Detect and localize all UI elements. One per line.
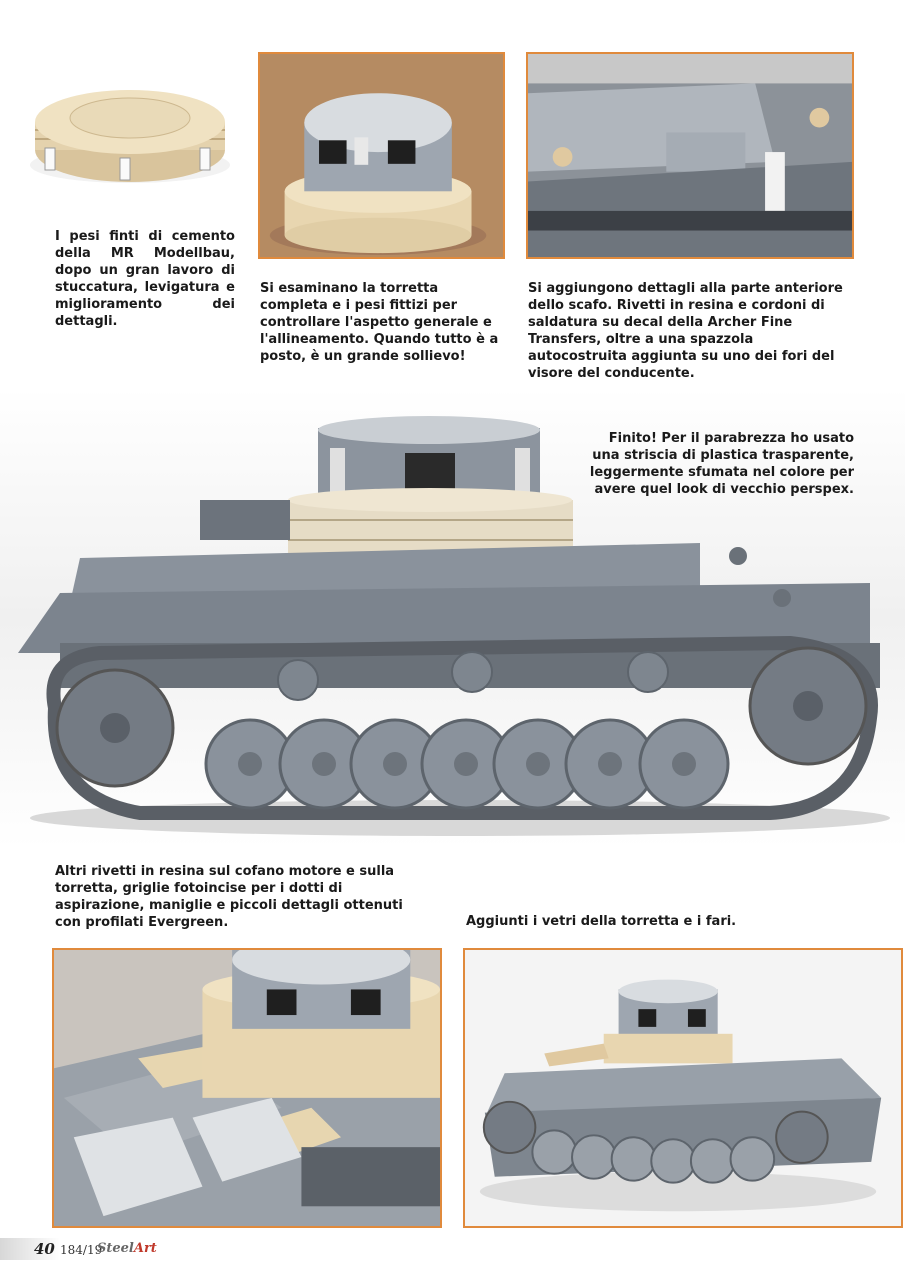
photo-turret-check bbox=[258, 52, 505, 259]
caption-hull-front: Si aggiungono dettagli alla parte anteriore dello scafo. Rivetti in resina e cordoni di saldatura su decal della Archer Fine Transfers, oltre a una spazzola autocostruita aggiunta su uno dei fori del visore del conducente. bbox=[528, 281, 843, 381]
photo-hull-front bbox=[526, 52, 854, 259]
photo-tank-angle bbox=[463, 948, 903, 1228]
logo-steel: Steel bbox=[97, 1241, 134, 1256]
page-number: 40 bbox=[34, 1240, 55, 1258]
caption-finished: Finito! Per il parabrezza ho usato una striscia di plastica trasparente, leggermente sfumata nel colore per avere quel look di vecchio perspex. bbox=[589, 431, 854, 497]
logo-art: Art bbox=[133, 1241, 157, 1256]
photo-weights bbox=[20, 60, 240, 190]
photo-engine-deck bbox=[52, 948, 442, 1228]
caption-engine-deck: Altri rivetti in resina sul cofano motore e sulla torretta, griglie fotoincise per i dotti di aspirazione, maniglie e piccoli dettagli ottenuti con profilati Evergreen. bbox=[55, 864, 403, 930]
page-footer bbox=[0, 1238, 160, 1260]
caption-weights: I pesi finti di cemento della MR Modellbau, dopo un gran lavoro di stuccatura, levigatura e miglioramento dei dettagli. bbox=[55, 229, 235, 329]
magazine-logo bbox=[97, 1241, 157, 1256]
issue-number: 184/19 bbox=[60, 1243, 103, 1257]
caption-glass: Aggiunti i vetri della torretta e i fari. bbox=[466, 914, 737, 929]
caption-turret-check: Si esaminano la torretta completa e i pesi fittizi per controllare l'aspetto generale e l'allineamento. Quando tutto è a posto, è un grande sollievo! bbox=[260, 281, 499, 364]
